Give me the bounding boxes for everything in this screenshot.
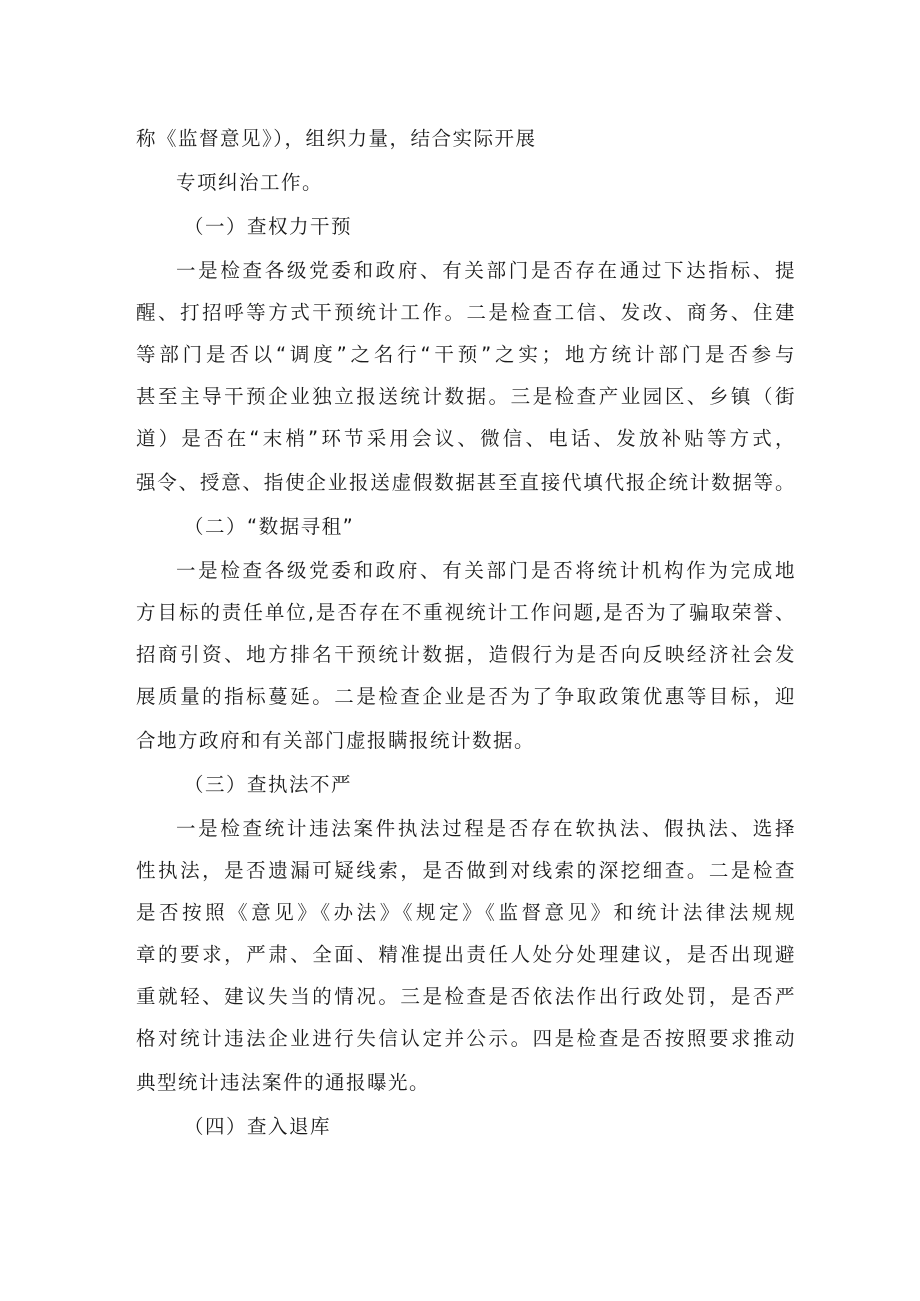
text-line: 称《监督意见》），组织力量，结合实际开展 xyxy=(136,127,537,150)
text-line: 一是检查各级党委和政府、有关部门是否将统计机构作为完成地 xyxy=(176,559,796,582)
text-line: 甚至主导干预企业独立报送统计数据。三是检查产业园区、乡镇（街 xyxy=(136,385,796,408)
text-line: 展质量的指标蔓延。二是检查企业是否为了争取政策优惠等目标，迎 xyxy=(136,685,796,708)
text-line: 方目标的责任单位,是否存在不重视统计工作问题,是否为了骗取荣誉、 xyxy=(136,601,796,624)
text-line: 等部门是否以“调度”之名行“干预”之实；地方统计部门是否参与 xyxy=(136,343,796,366)
text-line: 重就轻、建议失当的情况。三是检查是否依法作出行政处罚，是否严 xyxy=(136,985,796,1008)
text-line: 性执法，是否遗漏可疑线索，是否做到对线索的深挖细查。二是检查 xyxy=(136,859,796,882)
text-line: 一是检查统计违法案件执法过程是否存在软执法、假执法、选择 xyxy=(176,817,796,840)
text-line: 招商引资、地方排名干预统计数据，造假行为是否向反映经济社会发 xyxy=(136,643,796,666)
text-line: 章的要求，严肃、全面、精准提出责任人处分处理建议，是否出现避 xyxy=(136,943,796,966)
section-heading: （一）查权力干预 xyxy=(184,215,353,238)
text-line: 格对统计违法企业进行失信认定并公示。四是检查是否按照要求推动 xyxy=(136,1027,796,1050)
text-line: 一是检查各级党委和政府、有关部门是否存在通过下达指标、提 xyxy=(176,259,796,282)
section-heading: （二）“数据寻租” xyxy=(184,515,355,538)
text-line: 醒、打招呼等方式干预统计工作。二是检查工信、发改、商务、住建 xyxy=(136,301,796,324)
text-line: 道）是否在“末梢”环节采用会议、微信、电话、发放补贴等方式， xyxy=(136,427,796,450)
text-line: 是否按照《意见》《办法》《规定》《监督意见》和统计法律法规规 xyxy=(136,901,796,924)
section-heading: （三）查执法不严 xyxy=(184,773,353,796)
text-line: 专项纠治工作。 xyxy=(176,171,324,194)
text-line: 强令、授意、指使企业报送虚假数据甚至直接代填代报企统计数据等。 xyxy=(136,471,796,494)
section-heading: （四）查入退库 xyxy=(184,1115,332,1138)
text-line: 典型统计违法案件的通报曝光。 xyxy=(136,1071,431,1094)
text-line: 合地方政府和有关部门虚报瞒报统计数据。 xyxy=(136,729,536,752)
